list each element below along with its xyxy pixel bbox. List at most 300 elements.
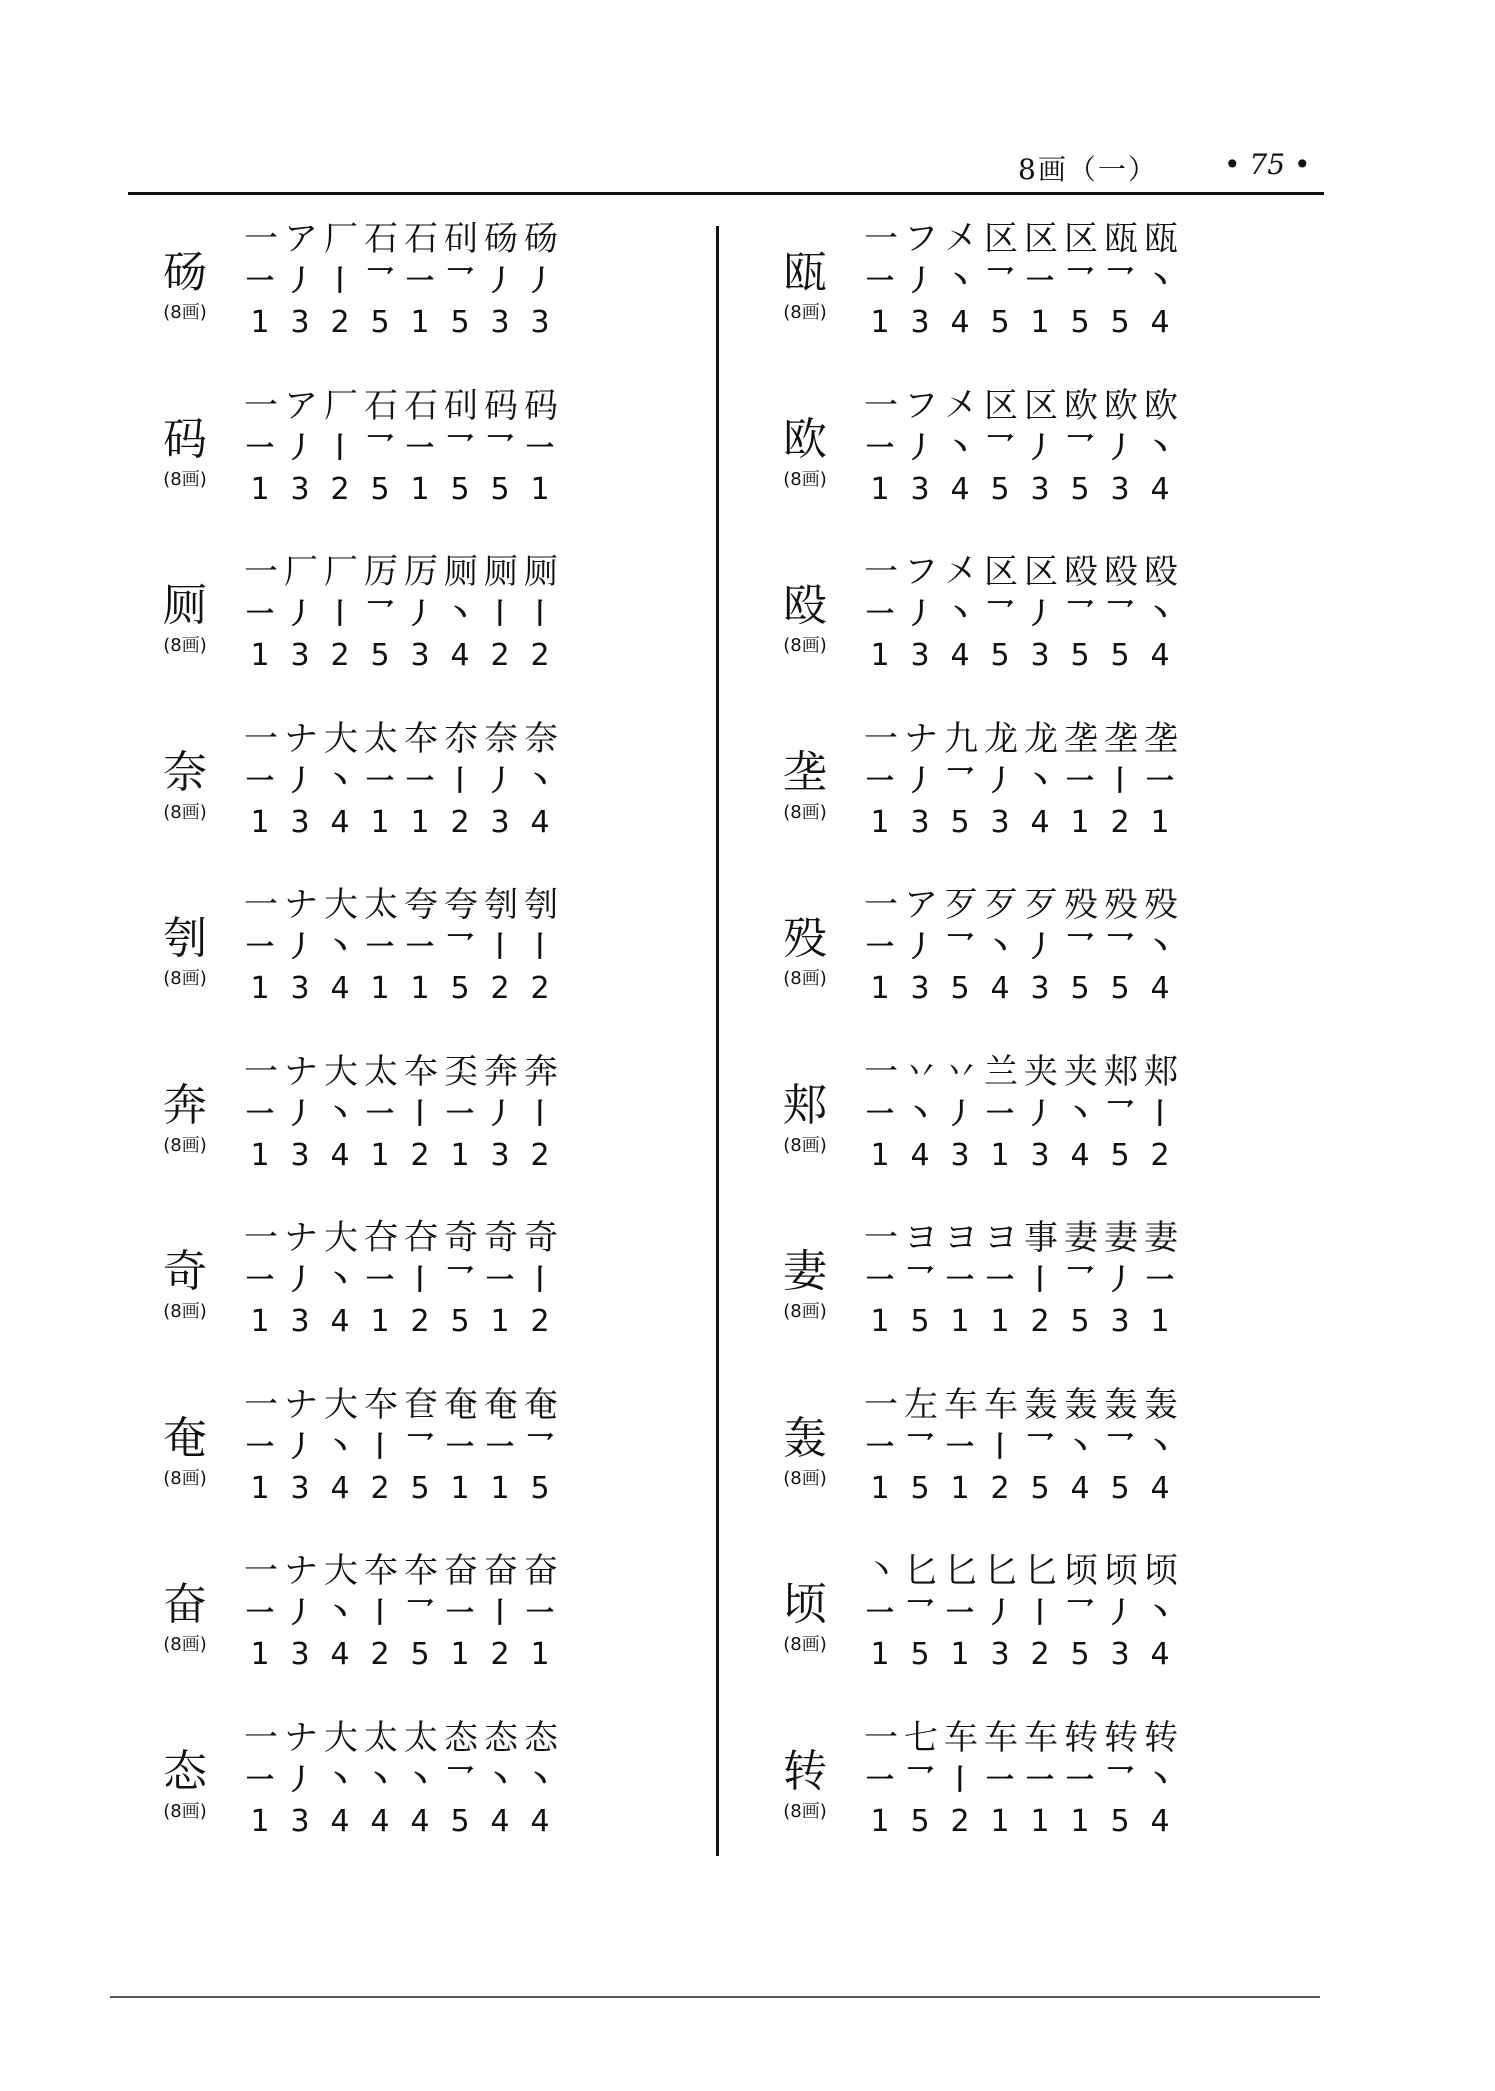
progression-step: 奔 [484,1051,516,1092]
stroke-number: 2 [530,638,550,673]
stroke-number: 2 [490,1637,510,1672]
stroke-number: 3 [290,1637,310,1672]
stroke-count-label: (8画) [783,468,827,490]
stroke-grid [240,218,570,344]
stroke-number: 5 [410,1637,430,1672]
stroke-number: 1 [870,1137,890,1173]
stroke-number: 1 [450,1137,470,1173]
stroke-number: 3 [410,638,430,673]
stroke-number: 5 [450,471,470,507]
headword-character: 态 [163,1745,207,1797]
progression-step: 厂 [324,552,356,592]
stroke-number: 3 [910,638,930,673]
stroke-count-label: (8画) [163,968,207,989]
stroke-shape: 乛 [365,264,394,297]
stroke-progression-row [860,1051,1190,1093]
stroke-number-row [240,1468,570,1510]
stroke-progression-row [240,551,570,593]
stroke-number: 5 [490,471,510,507]
stroke-number: 1 [250,471,270,507]
progression-step: 轰 [1144,1384,1176,1425]
stroke-shape: 丿 [405,597,434,630]
stroke-progression-row [860,551,1190,593]
stroke-grid [240,884,570,1010]
progression-step: 太 [364,1717,396,1758]
stroke-shape-row [240,1093,570,1135]
progression-step: 一 [244,219,276,259]
entry-head [140,551,230,717]
character-entry [760,1051,1280,1218]
progression-step: 殴 [1064,552,1096,592]
stroke-number: 3 [290,1304,310,1339]
stroke-number-row [860,1634,1190,1676]
stroke-number: 3 [1110,1304,1130,1339]
stroke-number: 4 [410,1803,430,1839]
progression-step: 轰 [1104,1384,1136,1425]
stroke-number: 1 [870,1470,890,1506]
stroke-count-label: (8画) [783,635,827,656]
progression-step: 厕 [524,552,556,592]
stroke-shape: 乛 [445,264,474,297]
progression-step: 区 [984,385,1016,426]
stroke-shape: 乛 [1105,1096,1134,1130]
stroke-shape: 丿 [1025,430,1054,464]
progression-step: 奋 [524,1551,556,1591]
stroke-grid [240,1550,570,1676]
progression-step: 奄 [484,1384,516,1425]
stroke-shape: 丿 [1105,1263,1134,1296]
character-entry [760,551,1280,718]
stroke-number: 5 [1110,1137,1130,1173]
stroke-number: 1 [990,1304,1010,1339]
stroke-count-label: (8画) [783,1634,827,1655]
stroke-count-label: (8画) [163,302,207,323]
progression-step: 瓯 [1104,219,1136,259]
progression-step: 一 [244,885,276,925]
stroke-shape: 一 [1065,1762,1094,1796]
stroke-number: 1 [950,1304,970,1339]
stroke-shape: 一 [985,1096,1014,1130]
stroke-number: 2 [330,638,350,673]
stroke-shape: 一 [245,597,274,630]
progression-step: フ [904,552,936,592]
section-title: 8画（一） [1018,153,1158,186]
stroke-shape: 丨 [485,597,514,630]
stroke-shape-row [860,1259,1190,1301]
stroke-number: 3 [910,971,930,1006]
stroke-shape: 乛 [1065,430,1094,464]
stroke-number: 4 [1070,1470,1090,1506]
progression-step: 区 [1024,219,1056,259]
stroke-shape-row [240,593,570,635]
stroke-number: 1 [1070,1803,1090,1839]
stroke-number: 2 [330,305,350,340]
progression-step: 厂 [284,552,316,592]
stroke-number: 1 [1030,305,1050,340]
stroke-grid [860,1051,1190,1177]
headword-character: 转 [783,1745,827,1797]
stroke-number: 5 [1110,1803,1130,1839]
stroke-count-label: (8画) [163,801,207,823]
stroke-number: 1 [950,1470,970,1506]
progression-step: 垄 [1104,718,1136,759]
stroke-shape: 丶 [485,1762,514,1796]
stroke-shape: 丨 [405,1263,434,1296]
stroke-number-row [240,302,570,344]
progression-step: 夵 [444,718,476,759]
progression-step: 转 [1064,1717,1096,1758]
progression-step: 大 [324,1384,356,1425]
progression-step: 奋 [444,1551,476,1591]
progression-step: 奇 [444,1218,476,1258]
progression-step: 妻 [1144,1218,1176,1258]
stroke-shape: 丿 [905,930,934,963]
stroke-number: 1 [990,1137,1010,1173]
headword-character: 刳 [163,913,207,964]
character-entry [140,718,660,885]
stroke-number: 1 [250,638,270,673]
stroke-number: 4 [370,1803,390,1839]
stroke-shape-row [860,1759,1190,1801]
stroke-shape: 丨 [325,597,354,630]
stroke-shape: 丿 [1025,597,1054,630]
stroke-shape: 一 [865,1429,894,1463]
stroke-number: 1 [370,1304,390,1339]
stroke-number: 4 [330,1304,350,1339]
progression-step: ヨ [944,1218,976,1258]
stroke-number: 1 [410,971,430,1006]
progression-step: ナ [904,718,936,759]
stroke-number: 2 [1150,1137,1170,1173]
stroke-number: 4 [330,1137,350,1173]
stroke-shape: 丶 [1145,1762,1174,1796]
progression-step: 态 [524,1717,556,1758]
stroke-progression-row [860,1717,1190,1759]
stroke-shape: 乛 [985,597,1014,630]
stroke-progression-row [860,385,1190,427]
progression-step: 夲 [364,1384,396,1425]
progression-step: 轰 [1024,1384,1056,1425]
stroke-shape: 一 [365,1263,394,1296]
headword-character: 殴 [783,580,827,631]
stroke-progression-row [860,1550,1190,1592]
stroke-number: 3 [290,1803,310,1839]
headword-character: 顷 [783,1579,827,1630]
progression-step: 奄 [444,1384,476,1425]
stroke-number: 5 [910,1304,930,1339]
stroke-shape: 乛 [365,597,394,630]
progression-step: フ [904,219,936,259]
headword-character: 殁 [783,913,827,964]
stroke-number: 1 [1070,804,1090,840]
stroke-number: 2 [530,971,550,1006]
stroke-shape: 丶 [1145,930,1174,963]
stroke-shape: 一 [405,930,434,963]
stroke-number: 3 [290,971,310,1006]
stroke-number: 3 [1110,1637,1130,1672]
character-entry [760,1384,1280,1551]
stroke-number: 1 [250,804,270,840]
progression-step: 郏 [1104,1051,1136,1092]
stroke-progression-row [240,884,570,926]
stroke-count-label: (8画) [783,968,827,989]
stroke-number: 4 [1150,471,1170,507]
progression-step: 大 [324,1717,356,1758]
headword-character: 砀 [163,247,207,298]
stroke-number: 2 [370,1470,390,1506]
progression-step: 龙 [984,718,1016,759]
stroke-shape: 丨 [1025,1263,1054,1296]
progression-step: 丷 [904,1051,936,1092]
stroke-shape: 丿 [905,597,934,630]
stroke-shape: 乛 [485,430,514,464]
stroke-number-row [860,1135,1190,1177]
progression-step: 态 [484,1717,516,1758]
stroke-shape: 丨 [525,1263,554,1296]
stroke-number: 5 [410,1470,430,1506]
stroke-number: 3 [1030,638,1050,673]
stroke-shape: 乛 [1105,1762,1134,1796]
stroke-shape: 丶 [1145,264,1174,297]
stroke-shape: 一 [865,264,894,297]
stroke-shape-row [860,427,1190,469]
progression-step: 太 [404,1717,436,1758]
stroke-number: 2 [990,1470,1010,1506]
stroke-number: 1 [870,471,890,507]
stroke-number-row [240,469,570,511]
stroke-shape: 丿 [285,430,314,464]
headword-character: 垄 [783,746,827,798]
stroke-shape: 丨 [365,1429,394,1463]
stroke-shape: 一 [445,1096,474,1130]
stroke-shape: 丿 [285,1596,314,1629]
stroke-progression-row [860,884,1190,926]
entry-head [760,718,850,884]
stroke-grid [240,385,570,511]
stroke-shape: 一 [245,1596,274,1629]
stroke-shape: 一 [1025,1762,1054,1796]
stroke-number: 1 [250,305,270,340]
stroke-shape: 丿 [285,1096,314,1130]
stroke-shape: 丶 [1145,1429,1174,1463]
progression-step: 车 [984,1717,1016,1758]
progression-step: 妻 [1104,1218,1136,1258]
stroke-shape: 一 [865,597,894,630]
stroke-number: 1 [410,305,430,340]
stroke-shape: 乛 [1025,1429,1054,1463]
stroke-progression-row [240,1384,570,1426]
character-entry [140,385,660,552]
entry-head [140,1384,230,1550]
stroke-number: 4 [910,1137,930,1173]
stroke-shape: 丶 [905,1096,934,1130]
stroke-number: 4 [950,638,970,673]
progression-step: 奆 [404,1384,436,1425]
stroke-shape: 乛 [945,930,974,963]
progression-step: 奇 [524,1218,556,1258]
stroke-number: 3 [910,305,930,340]
headword-character: 奔 [163,1079,207,1131]
stroke-shape-row [240,1759,570,1801]
progression-step: 欧 [1104,385,1136,426]
stroke-shape: 丨 [1145,1096,1174,1130]
stroke-number: 5 [450,305,470,340]
stroke-shape: 丨 [325,430,354,464]
stroke-number: 1 [250,1137,270,1173]
stroke-number: 4 [530,1803,550,1839]
stroke-count-label: (8画) [163,1134,207,1156]
headword-character: 奈 [163,746,207,798]
stroke-number: 4 [1030,804,1050,840]
progression-step: 顷 [1104,1551,1136,1591]
stroke-number: 5 [1070,471,1090,507]
progression-step: 㐅 [944,219,976,259]
stroke-number-row [860,1301,1190,1343]
progression-step: 奈 [484,718,516,759]
progression-step: 左 [904,1384,936,1425]
character-entry [760,385,1280,552]
progression-step: 一 [244,385,276,426]
stroke-shape: 一 [865,1263,894,1296]
stroke-count-label: (8画) [783,302,827,323]
stroke-grid [860,385,1190,511]
stroke-shape: 一 [365,930,394,963]
stroke-progression-row [240,218,570,260]
column-divider [716,226,719,1856]
progression-step: 九 [944,718,976,759]
progression-step: 厕 [444,552,476,592]
stroke-number: 2 [950,1803,970,1839]
progression-step: 一 [864,1051,896,1092]
stroke-count-label: (8画) [163,1800,207,1822]
stroke-number: 5 [910,1803,930,1839]
progression-step: 匕 [944,1551,976,1591]
stroke-grid [860,718,1190,844]
stroke-number: 4 [330,1803,350,1839]
stroke-number: 1 [870,638,890,673]
page-header [128,140,1324,196]
stroke-shape: 一 [445,1429,474,1463]
stroke-shape: 一 [445,1596,474,1629]
stroke-grid [860,1717,1190,1843]
stroke-number: 3 [290,1470,310,1506]
progression-step: 妻 [1064,1218,1096,1258]
stroke-shape: 丿 [985,1596,1014,1629]
stroke-shape: 丿 [525,264,554,297]
stroke-shape: 丶 [325,1429,354,1463]
progression-step: 奄 [524,1384,556,1425]
progression-step: 奇 [484,1218,516,1258]
stroke-shape: 丿 [285,1762,314,1796]
stroke-number: 3 [290,471,310,507]
stroke-grid [860,1384,1190,1510]
stroke-number: 2 [410,1137,430,1173]
stroke-shape: 乛 [985,264,1014,297]
character-entry [140,551,660,718]
stroke-shape: 丿 [905,430,934,464]
page-number: • 75 • [1224,148,1311,181]
stroke-shape: 丿 [485,763,514,797]
progression-step: 奔 [524,1051,556,1092]
stroke-shape: 一 [405,264,434,297]
progression-step: 刳 [524,885,556,925]
character-entry [760,1217,1280,1384]
stroke-number: 1 [370,804,390,840]
progression-step: 殴 [1144,552,1176,592]
stroke-shape: 乛 [405,1429,434,1463]
stroke-shape: 一 [985,1762,1014,1796]
stroke-shape: 一 [525,430,554,464]
progression-step: 区 [1024,385,1056,426]
stroke-number: 5 [370,305,390,340]
stroke-number: 1 [250,1304,270,1339]
stroke-number: 1 [530,471,550,507]
stroke-number: 2 [1030,1304,1050,1339]
stroke-number: 1 [250,1803,270,1839]
stroke-number: 5 [1030,1470,1050,1506]
stroke-shape: 乛 [1105,264,1134,297]
entry-head [140,1550,230,1716]
stroke-shape: 丨 [1105,763,1134,797]
entry-head [760,551,850,717]
stroke-number: 5 [450,1304,470,1339]
stroke-shape: 丨 [485,1596,514,1629]
progression-step: 石 [364,219,396,259]
stroke-grid [860,551,1190,677]
headword-character: 郏 [783,1079,827,1131]
progression-step: 太 [364,885,396,925]
stroke-count-label: (8画) [783,1800,827,1822]
stroke-shape-row [240,427,570,469]
stroke-shape: 丶 [945,430,974,464]
stroke-shape: 丿 [485,264,514,297]
stroke-shape: 一 [485,1429,514,1463]
stroke-shape: 乛 [1105,597,1134,630]
stroke-number-row [240,1634,570,1676]
stroke-number: 3 [490,804,510,840]
progression-step: 石 [404,219,436,259]
stroke-number: 4 [490,1803,510,1839]
stroke-number: 3 [1110,471,1130,507]
stroke-number: 1 [870,804,890,840]
stroke-shape: 乛 [1105,930,1134,963]
progression-step: 奀 [444,1051,476,1092]
progression-step: ア [284,385,316,426]
progression-step: 殁 [1064,885,1096,925]
stroke-shape: 丿 [1025,930,1054,963]
stroke-shape-row [240,1426,570,1468]
character-entry [760,218,1280,385]
stroke-shape: 一 [865,930,894,963]
stroke-number: 5 [1110,305,1130,340]
stroke-shape: 丶 [325,763,354,797]
stroke-shape: 乛 [1065,264,1094,297]
stroke-shape: 丿 [985,763,1014,797]
progression-step: 夲 [404,1051,436,1092]
progression-step: 垄 [1064,718,1096,759]
progression-step: 事 [1024,1218,1056,1258]
stroke-shape: 乛 [1065,1263,1094,1296]
stroke-number-row [240,1801,570,1843]
progression-step: 夻 [364,1218,396,1258]
progression-step: 丷 [944,1051,976,1092]
stroke-number: 5 [1110,638,1130,673]
character-entry [140,1550,660,1717]
stroke-number: 3 [290,804,310,840]
stroke-count-label: (8画) [783,801,827,823]
stroke-shape: 丿 [285,597,314,630]
stroke-number: 3 [910,804,930,840]
